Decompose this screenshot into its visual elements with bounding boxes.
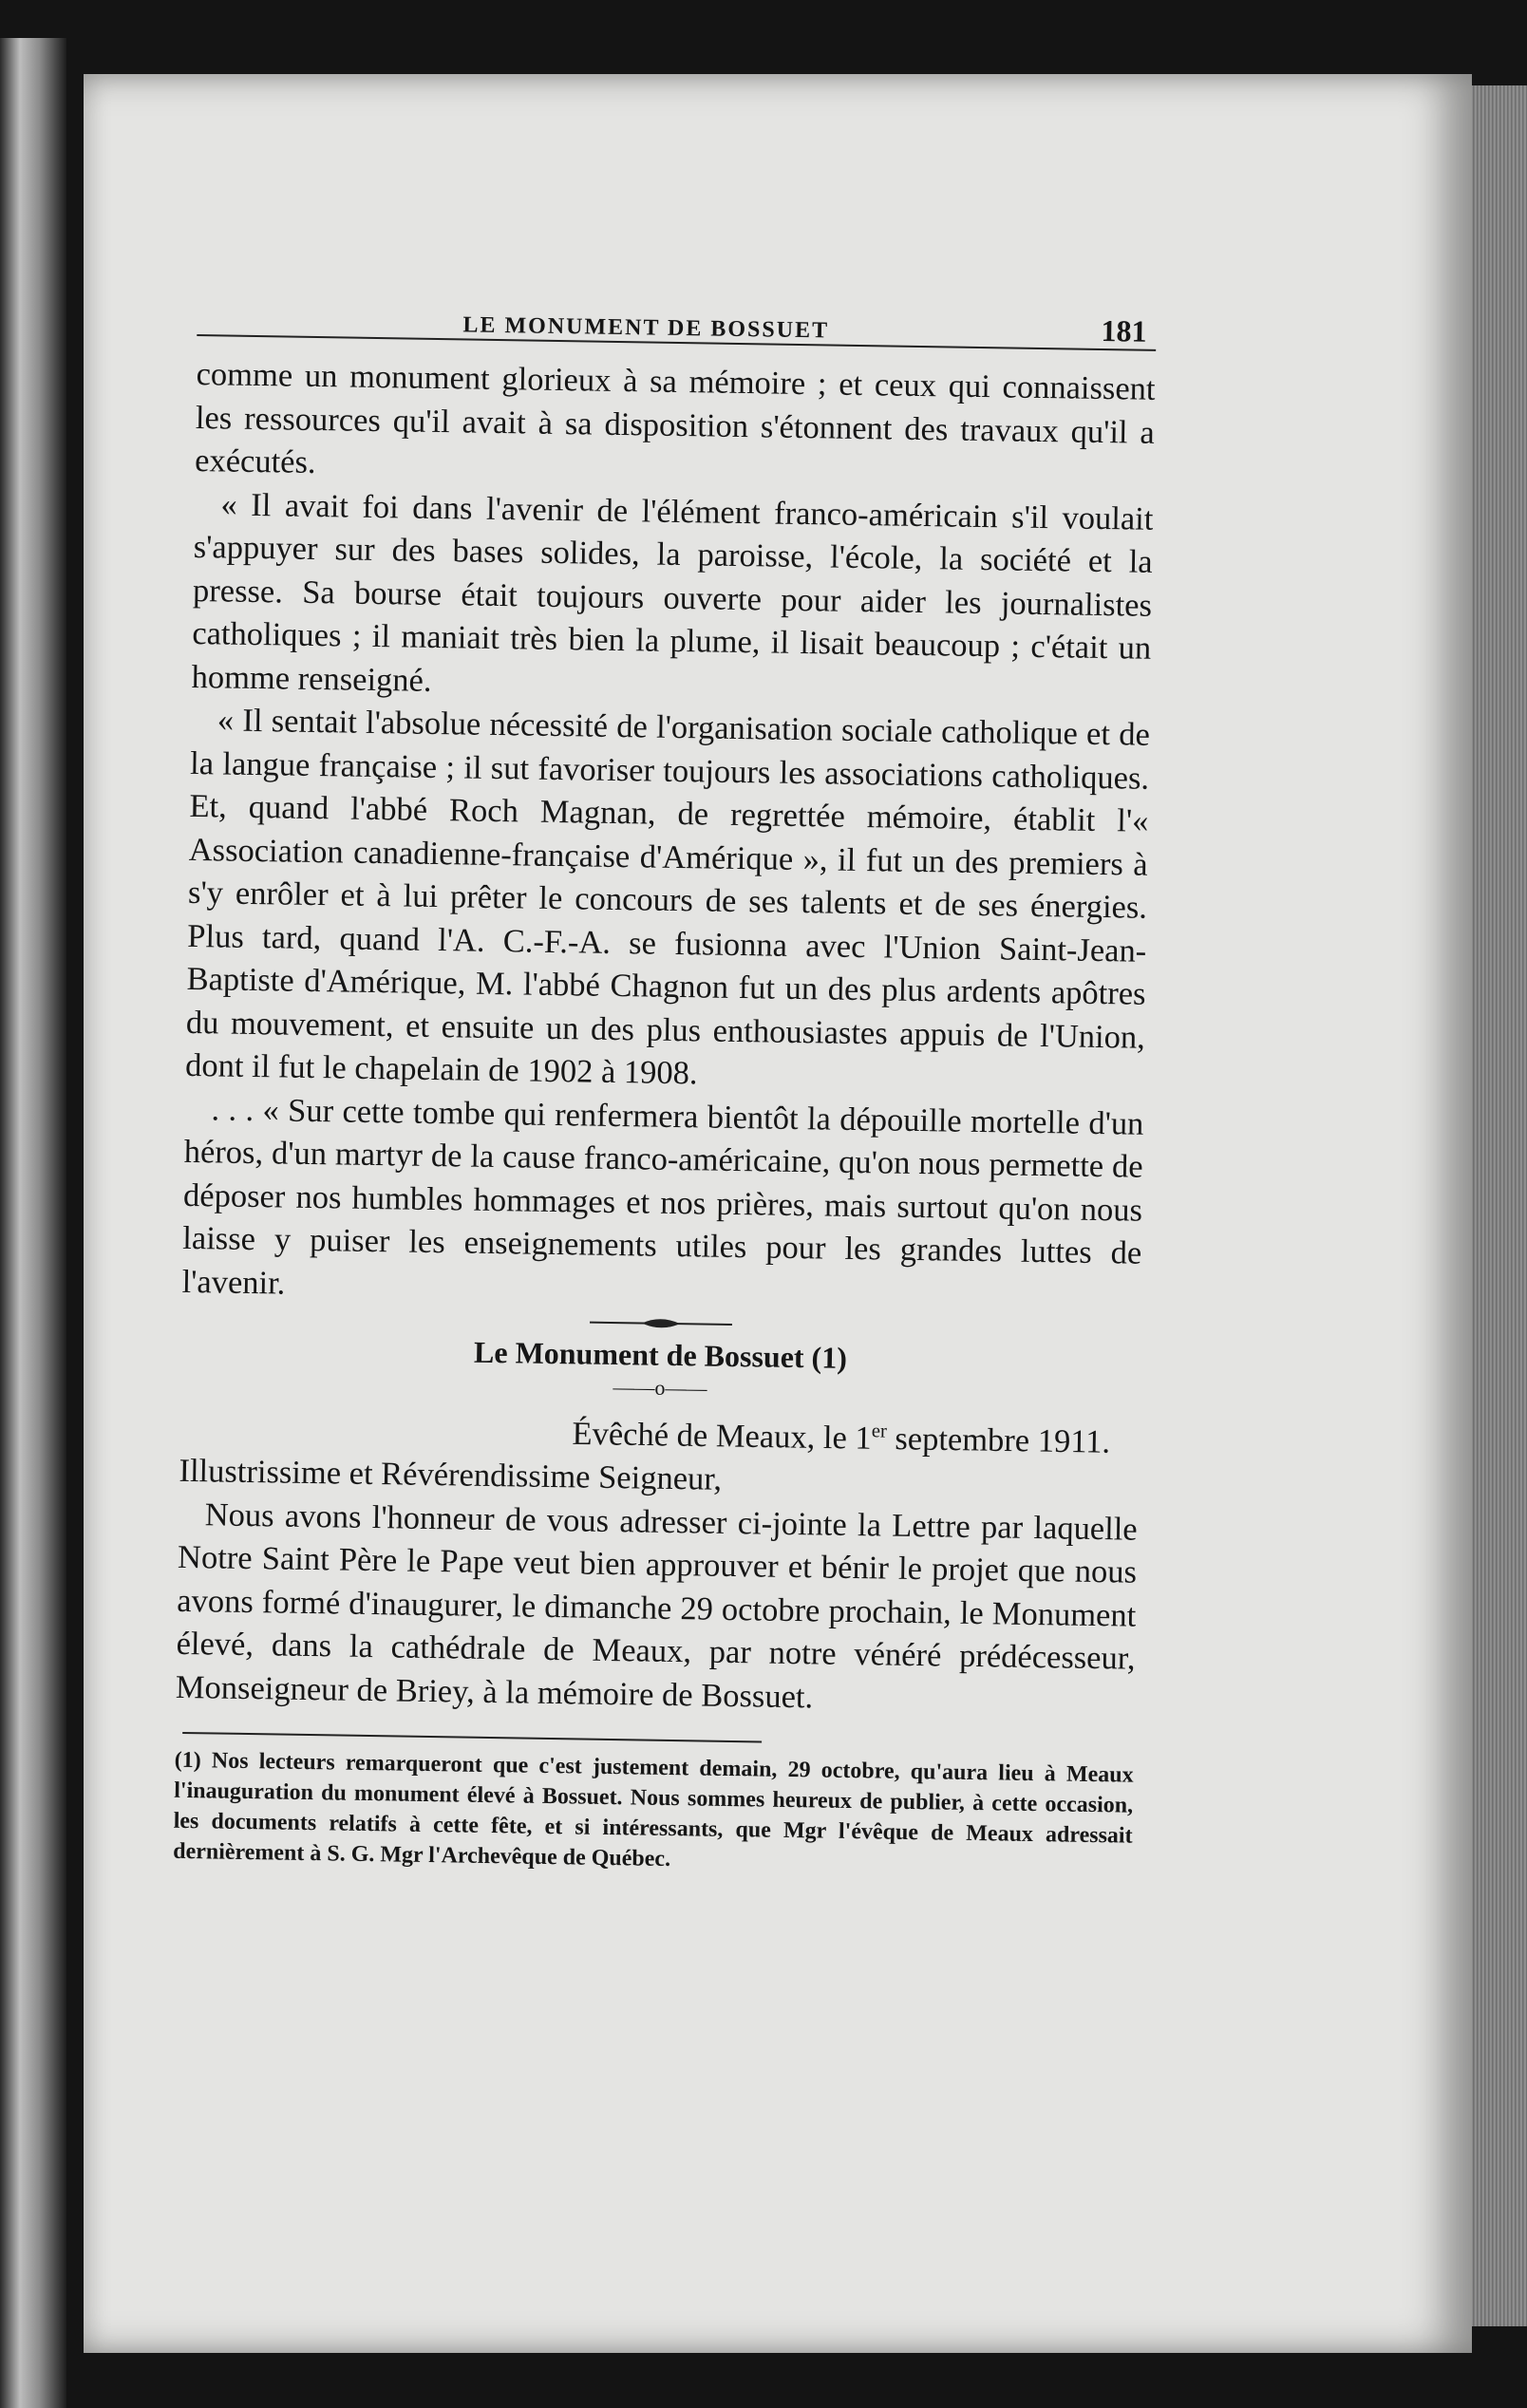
dateline-after: septembre 1911. <box>886 1420 1111 1460</box>
page-content <box>173 292 1157 1882</box>
footnote: (1) Nos lecteurs remarqueront que c'est justement demain, 29 octobre, qu'aura lieu à Meaux l'inauguration du monument élevé à Bossuet. Nous sommes heureux de publier, à cette occasion, les documents relatifs à cette fête, et si intéressants, que Mgr l'évêque de Meaux adressait dernièrement à S. G. Mgr l'Archevêque de Québec. <box>173 1747 1134 1872</box>
paragraph-organisation: « Il sentait l'absolue nécessité de l'organisation sociale catholique et de la langue française ; il sut favoriser toujours les associations catholiques. Et, quand l'abbé Roch Magnan, de regrettée mémoire, établit l'« Association canadienne-française d'Amérique », il fut un des premiers à s'y enrôler et à lui prêter le concours de ses talents et de ses énergies. Plus tard, quand l'A. C.-F.-A. se fusionna avec l'Union Saint-Jean-Baptiste d'Amérique, M. l'abbé Chagnon fut un des plus ardents apôtres du mouvement, et ensuite un des plus enthousiastes appuis de l'Union, dont il fut le chapelain de 1902 à 1908. <box>184 702 1151 1092</box>
ornament-rule-icon <box>590 1316 732 1331</box>
dateline-before: Évêché de Meaux, le 1 <box>572 1415 872 1457</box>
section-title: Le Monument de Bossuet (1) <box>473 1334 848 1375</box>
adjacent-page-edge <box>0 38 66 2408</box>
title-separator: ——o—— <box>613 1375 707 1401</box>
footnote-rule <box>182 1732 762 1743</box>
dateline-superscript: er <box>871 1420 888 1442</box>
page-number: 181 <box>1101 312 1147 348</box>
paragraph-continued: comme un monument glorieux à sa mémoire ; et ceux qui connaissent les ressources qu'il avait à sa disposition s'étonnent des travaux qu'il a exécutés. <box>194 355 1156 480</box>
paragraph-tombe: . . . « Sur cette tombe qui renfermera bientôt la dépouille mortelle d'un héros, d'un martyr de la cause franco-américaine, qu'on nous permette de déposer nos humbles hommages et nos prières, mais surtout qu'on nous laisse y puiser les enseignements utiles pour les grandes luttes de l'avenir. <box>181 1090 1144 1302</box>
running-head: LE MONUMENT DE BOSSUET <box>462 312 830 344</box>
letter-paragraph: Nous avons l'honneur de vous adresser ci-jointe la Lettre par laquelle Notre Saint Père le Pape veut bien approuver et bénir le projet que nous avons formé d'inaugurer, le dimanche 29 octobre prochain, le Monument élevé, dans la cathédrale de Meaux, par notre vénéré prédécesseur, Monseigneur de Briey, à la mémoire de Bossuet. <box>175 1496 1138 1715</box>
paragraph-foi: « Il avait foi dans l'avenir de l'élément franco-américain s'il voulait s'appuyer sur des bases solides, la paroisse, l'école, la société et la presse. Sa bourse était toujours ouverte pour aider les journalistes catholiques ; il maniait très bien la plume, il lisait beaucoup ; c'était un homme renseigné. <box>191 485 1154 699</box>
letter-salutation: Illustrissime et Révérendissime Seigneur, <box>179 1452 723 1497</box>
